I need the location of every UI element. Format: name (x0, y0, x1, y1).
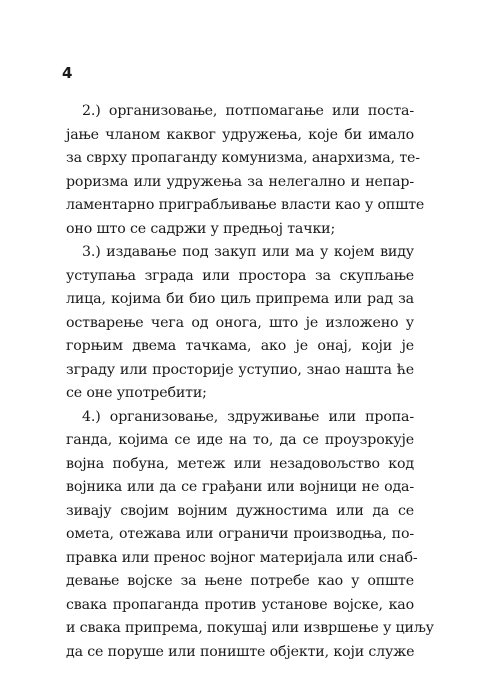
text-line: и свака припрема, покушај или извршење у циљу (66, 620, 434, 636)
text-line: војника или да се грађани или војници не ода- (66, 479, 414, 495)
text-line: омета, отежава или ограничи производња, по- (66, 526, 414, 542)
text-line: зграду или просторије уступио, знао нашта ће (66, 361, 414, 378)
text-line: лица, којима би био циљ припрема или рад за (66, 291, 414, 307)
text-line: 2.) организовање, потпомагање или поста- (82, 103, 414, 119)
body-text (66, 100, 434, 664)
text-line: оно што се садржи у предњој тачки; (66, 220, 336, 237)
text-line: остварење чега од онога, што је изложено у (66, 314, 414, 331)
page-number: 4 (62, 64, 73, 82)
text-line: се оне употребити; (66, 385, 207, 401)
text-line: 3.) издавање под закуп или ма у којем виду (82, 244, 414, 260)
text-line: ламентарно приграбљивање власти као у опште (66, 197, 425, 213)
text-line: уступања зграда или простора за скупљање (66, 267, 414, 284)
text-line: роризма или удружења за нелегално и непар- (66, 173, 414, 190)
text-line: зивају својим војним дужностима или да се (66, 502, 414, 519)
text-line: за сврху пропаганду комунизма, анархизма, те- (66, 150, 420, 166)
text-line: војна побуна, метеж или незадовољство код (66, 455, 414, 472)
text-line: девање војске за њене потребе као у опште (66, 573, 414, 589)
text-line: правка или пренос војног материјала или снаб- (66, 549, 418, 566)
text-line: свака пропаганда против установе војске, као (66, 596, 414, 613)
text-line: 4.) организовање, здруживање или пропа- (82, 408, 414, 425)
text-line: да се поруше или пониште објекти, који служе (66, 643, 415, 660)
text-line: горњим двема тачкама, ако је онај, који је (66, 338, 414, 354)
text-line: ганда, којима се иде на то, да се проузрокује (66, 432, 414, 448)
text-line: јање чланом каквог удружења, које би имало (66, 126, 414, 143)
